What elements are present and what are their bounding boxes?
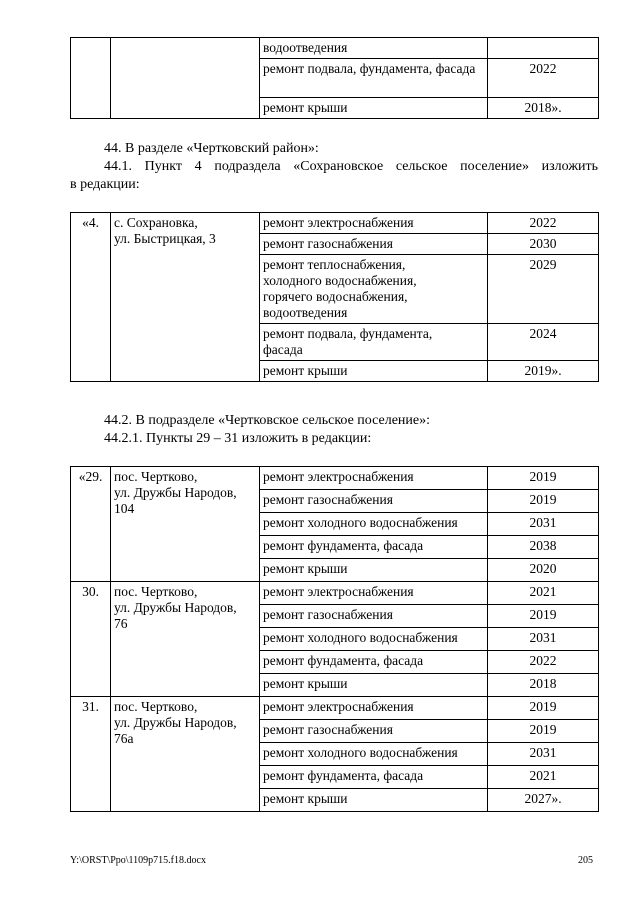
table-cell-address: пос. Чертково, ул. Дружбы Народов, 76а: [111, 697, 260, 812]
table-cell-work: ремонт электроснабжения: [260, 467, 488, 490]
table-cell-year: 2022: [488, 213, 599, 234]
table-cell-year: 2021: [488, 766, 599, 789]
table-cell-work: ремонт крыши: [260, 98, 488, 119]
table-cell-year: 2019: [488, 720, 599, 743]
footer-page-number: 205: [578, 855, 593, 866]
table-cell-work: ремонт фундамента, фасада: [260, 651, 488, 674]
table-row: [71, 467, 599, 490]
table-cell-year: 2019: [488, 467, 599, 490]
table-row: [71, 38, 599, 59]
table-cell-work: ремонт теплоснабжения, холодного водоснабжения, горячего водоснабжения, водоотведения: [260, 255, 488, 324]
table-cell-year: 2022: [488, 651, 599, 674]
table-cell-work: ремонт электроснабжения: [260, 213, 488, 234]
table-cell-year: 2019: [488, 697, 599, 720]
table-cell-work: ремонт газоснабжения: [260, 605, 488, 628]
table-cell-year: 2031: [488, 513, 599, 536]
table-cell-work: ремонт крыши: [260, 674, 488, 697]
table-cell-work: ремонт крыши: [260, 789, 488, 812]
table-cell-year: 2019».: [488, 361, 599, 382]
table-cell-year: 2021: [488, 582, 599, 605]
table-cell-num: [71, 38, 111, 119]
table-top-continuation: [70, 37, 599, 119]
table-cell-work: ремонт подвала, фундамента, фасада: [260, 59, 488, 98]
table-sokhranovka: [70, 212, 599, 382]
table-cell-year: 2022: [488, 59, 599, 98]
table-cell-num: 31.: [71, 697, 111, 812]
table-cell-work: ремонт холодного водоснабжения: [260, 513, 488, 536]
table-cell-work: ремонт подвала, фундамента, фасада: [260, 324, 488, 361]
table-cell-year: 2038: [488, 536, 599, 559]
paragraph-line: 44.2.1. Пункты 29 – 31 изложить в редакции:: [104, 431, 372, 446]
table-cell-year: 2020: [488, 559, 599, 582]
table-row: [71, 582, 599, 605]
table-cell-address: пос. Чертково, ул. Дружбы Народов, 76: [111, 582, 260, 697]
table-cell-year: 2018: [488, 674, 599, 697]
table-cell-year: 2030: [488, 234, 599, 255]
table-cell-year: 2029: [488, 255, 599, 324]
table-cell-num: 30.: [71, 582, 111, 697]
table-cell-address: [111, 38, 260, 119]
table-cell-year: 2019: [488, 490, 599, 513]
paragraph-line: в редакции:: [70, 177, 140, 192]
footer-file-path: Y:\ORST\Ppo\1109p715.f18.docx: [70, 855, 206, 866]
table-cell-num: «29.: [71, 467, 111, 582]
table-cell-year: 2031: [488, 743, 599, 766]
table-cell-work: ремонт газоснабжения: [260, 720, 488, 743]
table-chertkovo: [70, 466, 599, 812]
table-cell-work: ремонт фундамента, фасада: [260, 766, 488, 789]
section-heading: 44. В разделе «Чертковский район»:: [104, 141, 319, 156]
table-cell-year: 2027».: [488, 789, 599, 812]
table-cell-year: 2019: [488, 605, 599, 628]
table-cell-year: 2018».: [488, 98, 599, 119]
table-cell-work: ремонт фундамента, фасада: [260, 536, 488, 559]
table-row: [71, 213, 599, 234]
table-cell-address: пос. Чертково, ул. Дружбы Народов, 104: [111, 467, 260, 582]
table-cell-work: ремонт электроснабжения: [260, 697, 488, 720]
table-cell-work: ремонт холодного водоснабжения: [260, 743, 488, 766]
table-cell-work: ремонт электроснабжения: [260, 582, 488, 605]
table-cell-work: ремонт холодного водоснабжения: [260, 628, 488, 651]
table-cell-year: 2031: [488, 628, 599, 651]
table-cell-work: ремонт крыши: [260, 559, 488, 582]
section-heading: 44.2. В подразделе «Чертковское сельское поселение»:: [104, 413, 431, 428]
table-cell-work: ремонт газоснабжения: [260, 490, 488, 513]
table-cell-work: ремонт крыши: [260, 361, 488, 382]
table-cell-work: водоотведения: [260, 38, 488, 59]
table-cell-year: [488, 38, 599, 59]
table-cell-work: ремонт газоснабжения: [260, 234, 488, 255]
table-cell-num: «4.: [71, 213, 111, 382]
paragraph-line: 44.1. Пункт 4 подраздела «Сохрановское сельское поселение» изложить: [104, 159, 598, 174]
table-row: [71, 697, 599, 720]
table-cell-address: с. Сохрановка, ул. Быстрицкая, 3: [111, 213, 260, 382]
table-cell-year: 2024: [488, 324, 599, 361]
